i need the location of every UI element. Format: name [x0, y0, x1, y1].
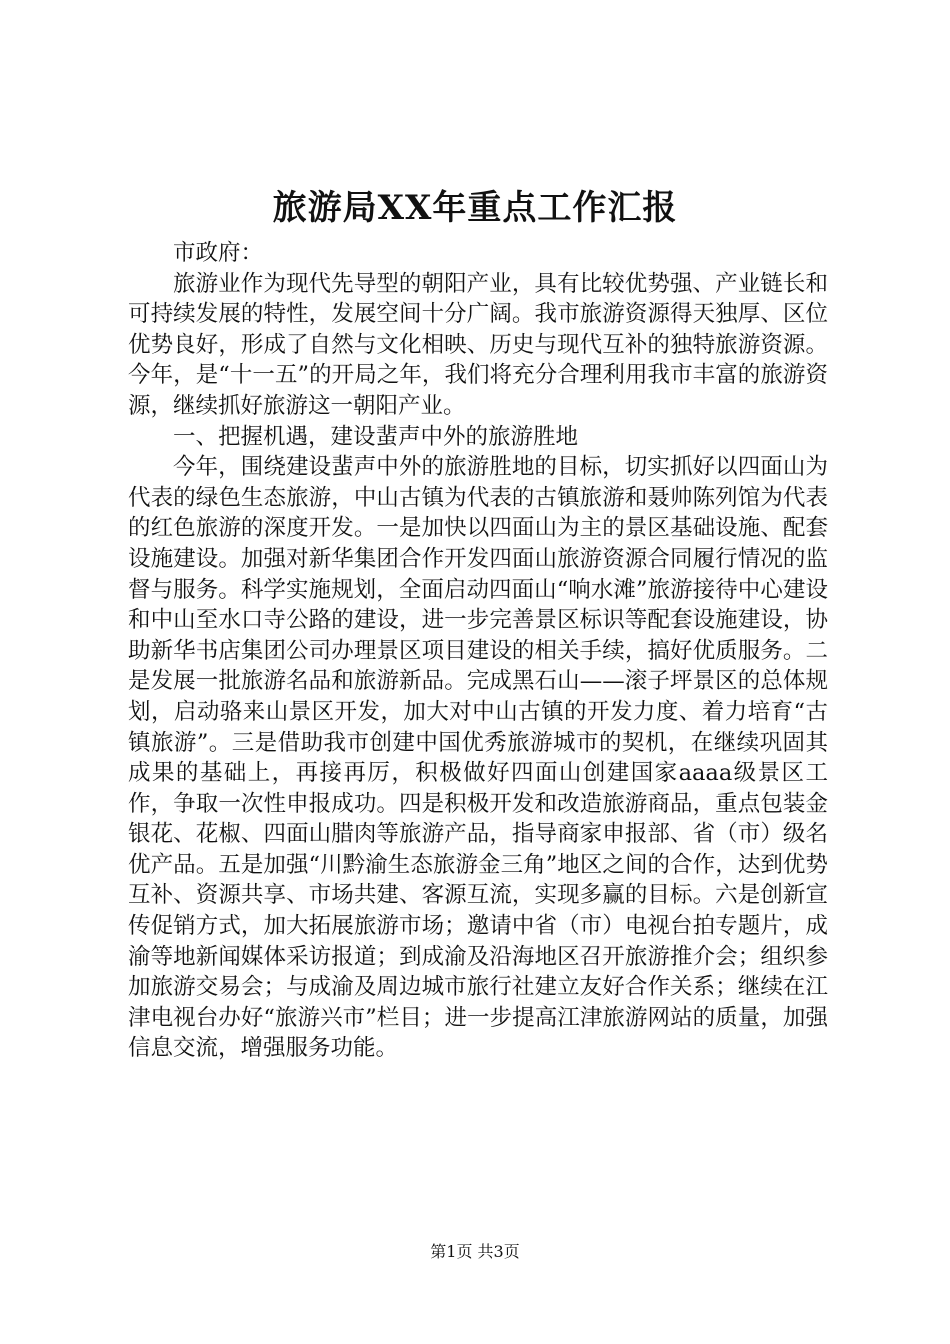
page-indicator: 第1页 共3页	[430, 1242, 520, 1261]
paragraph-intro: 旅游业作为现代先导型的朝阳产业，具有比较优势强、产业链长和可持续发展的特性，发展空间十分广阔。我市旅游资源得天独厚、区位优势良好，形成了自然与文化相映、历史与现代互补的独特旅游资源。今年，是“十一五”的开局之年，我们将充分合理利用我市丰富的旅游资源，继续抓好旅游这一朝阳产业。	[128, 270, 828, 419]
section-heading: 一、把握机遇，建设蜚声中外的旅游胜地	[173, 423, 579, 450]
document-title: 旅游局XX年重点工作汇报	[272, 188, 678, 228]
salutation: 市政府：	[173, 240, 264, 266]
paragraph-section-one: 今年，围绕建设蜚声中外的旅游胜地的目标，切实抓好以四面山为代表的绿色生态旅游，中山古镇为代表的古镇旅游和聂帅陈列馆为代表的红色旅游的深度开发。一是加快以四面山为主的景区基础设施、配套设施建设。加强对新华集团合作开发四面山旅游资源合同履行情况的监督与服务。科学实施规划，全面启动四面山“响水滩”旅游接待中心建设和中山至水口寺公路的建设，进一步完善景区标识等配套设施建设，协助新华书店集团公司办理景区项目建设的相关手续，搞好优质服务。二是发展一批旅游名品和旅游新品。完成黑石山——滚子坪景区的总体规划，启动骆来山景区开发，加大对中山古镇的开发力度、着力培育“古镇旅游”。三是借助我市创建中国优秀旅游城市的契机，在继续巩固其成果的基础上，再接再厉，积极做好四面山创建国家aaaa级景区工作，争取一次性申报成功。四是积极开发和改造旅游商品，重点包装金银花、花椒、四面山腊肉等旅游产品，指导商家申报部、省（市）级名优产品。五是加强“川黔渝生态旅游金三角”地区之间的合作，达到优势互补、资源共享、市场共建、客源互流，实现多赢的目标。六是创新宣传促销方式，加大拓展旅游市场；邀请中省（市）电视台拍专题片，成渝等地新闻媒体采访报道；到成渝及沿海地区召开旅游推介会；组织参加旅游交易会；与成渝及周边城市旅行社建立友好合作关系；继续在江津电视台办好“旅游兴市”栏目；进一步提高江津旅游网站的质量，加强信息交流，增强服务功能。	[128, 454, 828, 1062]
document-body	[128, 238, 828, 1064]
